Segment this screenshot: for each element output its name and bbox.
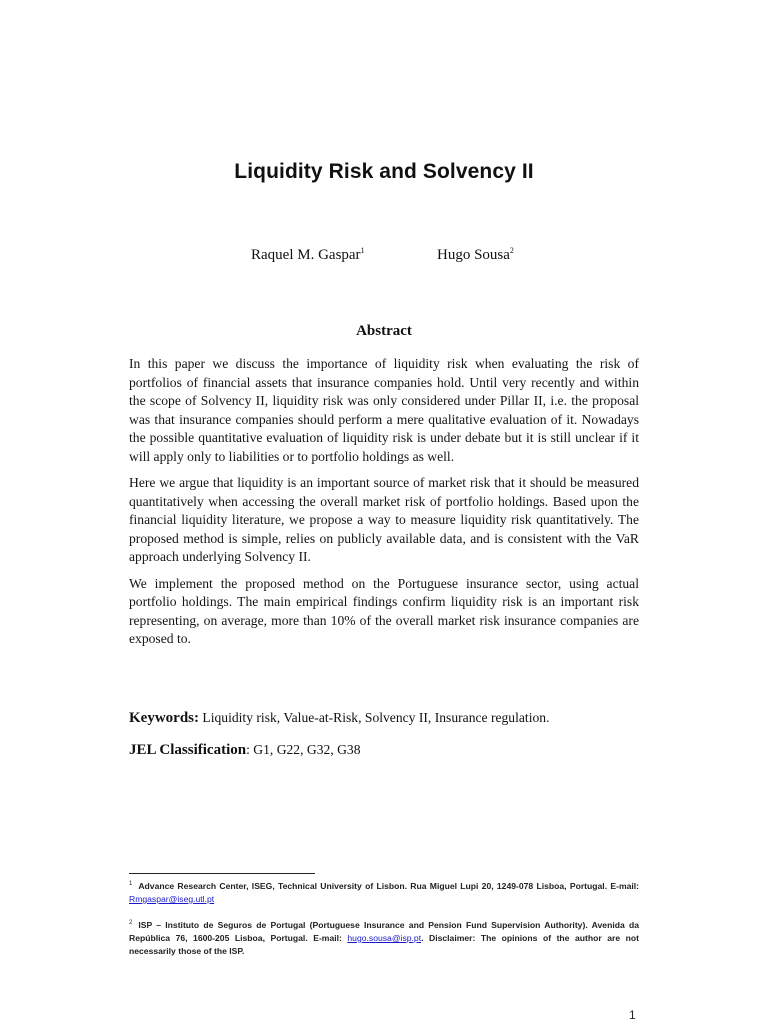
footnote-mark: 2 <box>129 920 133 927</box>
footnote-2 <box>129 919 639 958</box>
jel-label: JEL Classification <box>129 742 247 758</box>
abstract-heading: Abstract <box>356 323 412 339</box>
footnote-text: ISP – Instituto de Seguros de Portugal (Portuguese Insurance and Pension Fund Supervision Authority). Avenida da República 76, 1600-205 Lisboa, Portugal. E-mail: <box>129 920 639 943</box>
abstract-body <box>129 355 639 657</box>
footnote-mark: 1 <box>129 881 133 888</box>
jel-value: : G1, G22, G32, G38 <box>246 742 361 757</box>
page-number: 1 <box>629 1008 636 1022</box>
author-footnote-mark[interactable]: 2 <box>509 246 514 255</box>
author-sousa <box>437 247 514 264</box>
abstract-paragraph: We implement the proposed method on the Portuguese insurance sector, using actual portfolio holdings. The main empirical findings confirm liquidity risk is an important risk representing, on average, more than 10% of the overall market risk insurance companies are exposed to. <box>129 575 639 646</box>
footnote-text: Advance Research Center, ISEG, Technical University of Lisbon. Rua Miguel Lupi 20, 1249-078 Lisboa, Portugal. E-mail: <box>138 881 639 891</box>
abstract-paragraph: Here we argue that liquidity is an important source of market risk that it should be measured quantitatively when accessing the overall market risk of portfolio holdings. Based upon the financial liquidity literature, we propose a way to measure liquidity risk quantitatively. The proposed method is simple, relies on publicly available data, and is consistent with the VaR approach underlying Solvency II. <box>129 475 639 564</box>
author-gaspar <box>251 247 365 264</box>
keywords-line <box>129 710 639 727</box>
footnote-email-link[interactable]: hugo.sousa@isp.pt <box>347 933 422 943</box>
keywords-label: Keywords: <box>129 710 199 726</box>
author-name: Hugo Sousa <box>437 247 510 263</box>
footnote-divider <box>129 873 315 874</box>
paper-title: Liquidity Risk and Solvency II <box>234 160 534 183</box>
author-name: Raquel M. Gaspar <box>251 247 361 263</box>
author-footnote-mark[interactable]: 1 <box>360 246 365 255</box>
keywords-value: Liquidity risk, Value-at-Risk, Solvency II, Insurance regulation. <box>199 710 550 725</box>
footnote-text-after: . Disclaimer: The opinions of the author are not necessarily those of the ISP. <box>129 933 639 956</box>
abstract-paragraph: In this paper we discuss the importance of liquidity risk when evaluating the risk of portfolios of financial assets that insurance companies hold. Until very recently and within the scope of Solvency II, liquidity risk was only considered under Pillar II, i.e. the proposal was that insurance companies should perform a mere qualitative evaluation of it. Nowadays the possible quantitative evaluation of liquidity risk is under debate but it is still unclear if it will apply only to liabilities or to portfolio holdings as well. <box>129 356 639 464</box>
footnote-1 <box>129 880 639 906</box>
jel-classification-line <box>129 742 639 759</box>
footnote-email-link[interactable]: Rmgaspar@iseg.utl.pt <box>129 894 215 904</box>
